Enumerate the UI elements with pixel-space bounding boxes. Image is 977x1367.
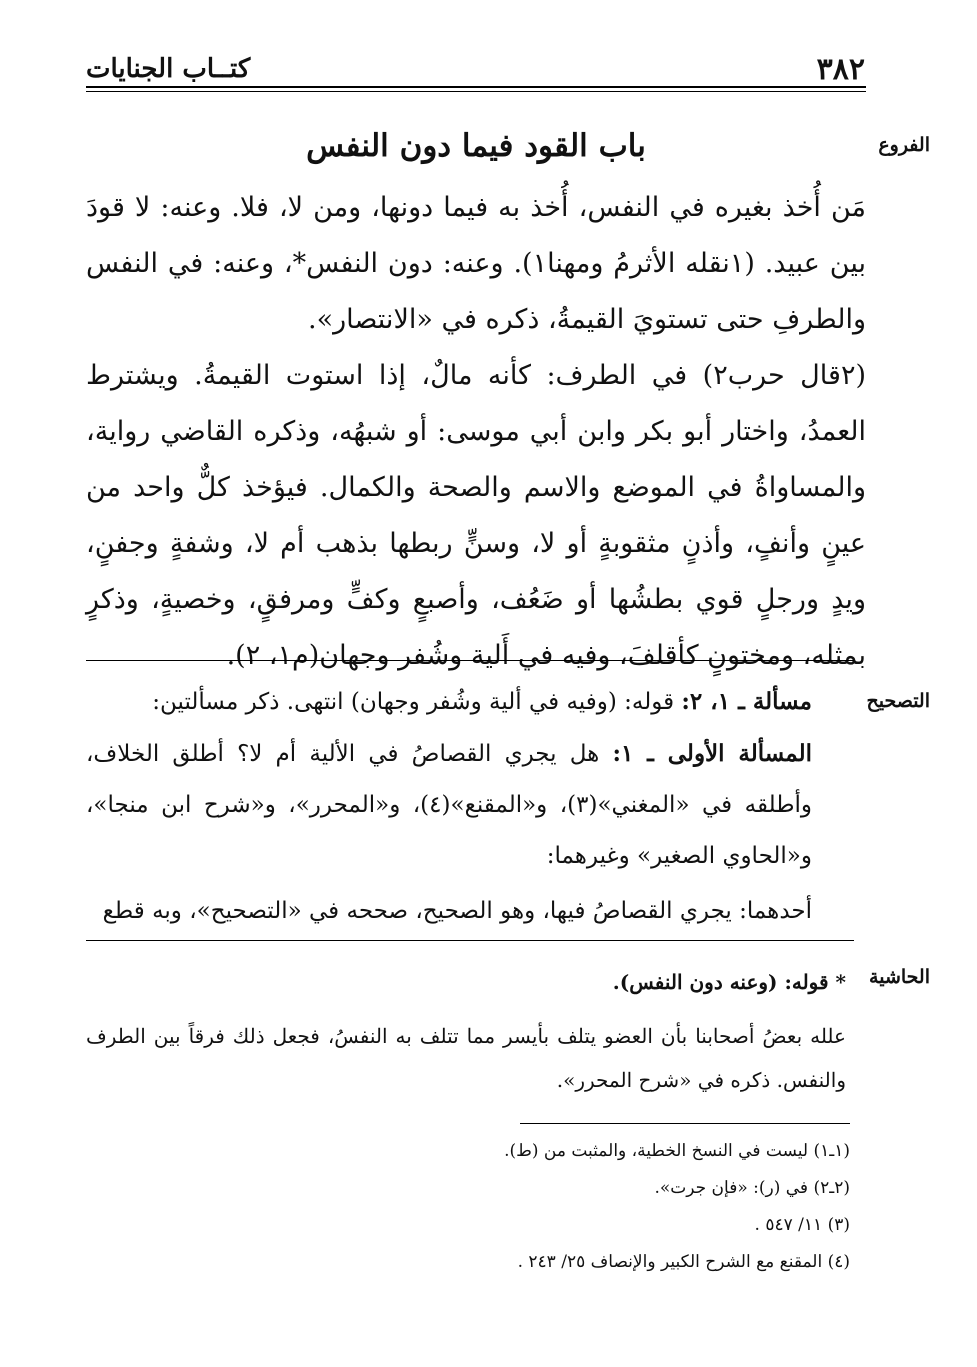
tashih-text [86,676,812,937]
tashih-line-2 [86,728,812,882]
section-divider-1 [86,660,854,661]
footnote-rule [520,1123,850,1124]
footnote-1: (١ـ١) ليست في النسخ الخطية، والمثبت من (ط). [504,1141,850,1161]
footnotes [300,1133,850,1281]
footnote-3: (٣) ١١/ ٥٤٧ . [754,1215,850,1235]
footnote-2: (٢ـ٢) في (ر): «فإن جرت». [654,1178,850,1198]
tashih-line-3: أحدهما: يجري القصاصُ فيها، وهو الصحيح، صححه في «التصحيح»، وبه قطع [102,898,812,924]
tashih-first-issue-text: هل يجري القصاصُ في الألية أم لا؟ أطلق الخلاف، وأطلقه في «المغني»(٣)، و«المقنع»(٤)، و«المحرر»، و«شرح ابن منجا»، و«الحاوي الصغير» وغيرهما: [86,741,812,869]
hashiya-body: علله بعضُ أصحابنا بأن العضو يتلف بأيسر مما تتلف به النفسُ، فجعل ذلك فرقاً بين الطرف والنفس. ذكره في «شرح المحرر». [86,1024,846,1092]
hashiya-heading: * قوله: (وعنه دون النفس). [612,970,846,994]
tashih-first-issue-label: المسألة الأولى ـ ١: [612,740,812,767]
hashiya-text [86,960,846,1102]
main-text [86,180,866,684]
margin-label-hashiya: الحاشية [869,966,930,988]
section-divider-2 [86,940,854,941]
chapter-title: باب القود فيما دون النفس [306,128,646,164]
running-title: كتــاب الجنايات [86,54,251,84]
header-rule [86,86,866,88]
header-rule-thin [86,91,866,92]
tashih-line-1 [86,676,812,728]
main-paragraph-1: مَن أُخذ بغيره في النفس، أُخذ به فيما دونها، ومن لا، فلا. وعنه: لا قودَ بين عبيد. (١نقله الأثرمُ ومهنا١). وعنه: دون النفس*، وعنه: في النفس والطرفِ حتى تستويَ القيمةُ، ذكره في «الانتصار». [86,192,866,335]
margin-label-tashih: التصحيح [866,690,930,712]
tashih-issue-text: قوله: (وفيه في ألية وشُفر وجهان) انتهى. ذكر مسألتين: [152,689,682,715]
page-number: ٣٨٢ [816,52,865,87]
margin-label-furu: الفروع [878,134,930,156]
footnote-4: (٤) المقنع مع الشرح الكبير والإنصاف ٢٥/ ٢٤٣ . [517,1252,850,1272]
tashih-issue-label: مسألة ـ ١، ٢: [681,688,812,715]
main-paragraph-2: (٢قال حرب٢) في الطرف: كأنه مالٌ، إذا استوت القيمةُ. ويشترط العمدُ، واختار أبو بكر وابن أبي موسى: أو شبهُه، وذكره القاضي رواية، والمساواةُ في الموضع والاسم والصحة والكمال. فيؤخذ كلٌّ واحد من عينٍ وأنفٍ، وأذنٍ مثقوبةٍ أو لا، وسنٍّ ربطها بذهب أم لا، وشفةٍ وجفنٍ، ويدٍ ورجلٍ قوي بطشُها أو ضَعُف، وأصبعٍ وكفٍّ ومرفقٍ، وخصيةٍ، وذكرٍ بمثله، ومختونٍ كأقلفَ، وفيه في أَلية وشُفر وجهان(م١، ٢). [86,360,866,671]
